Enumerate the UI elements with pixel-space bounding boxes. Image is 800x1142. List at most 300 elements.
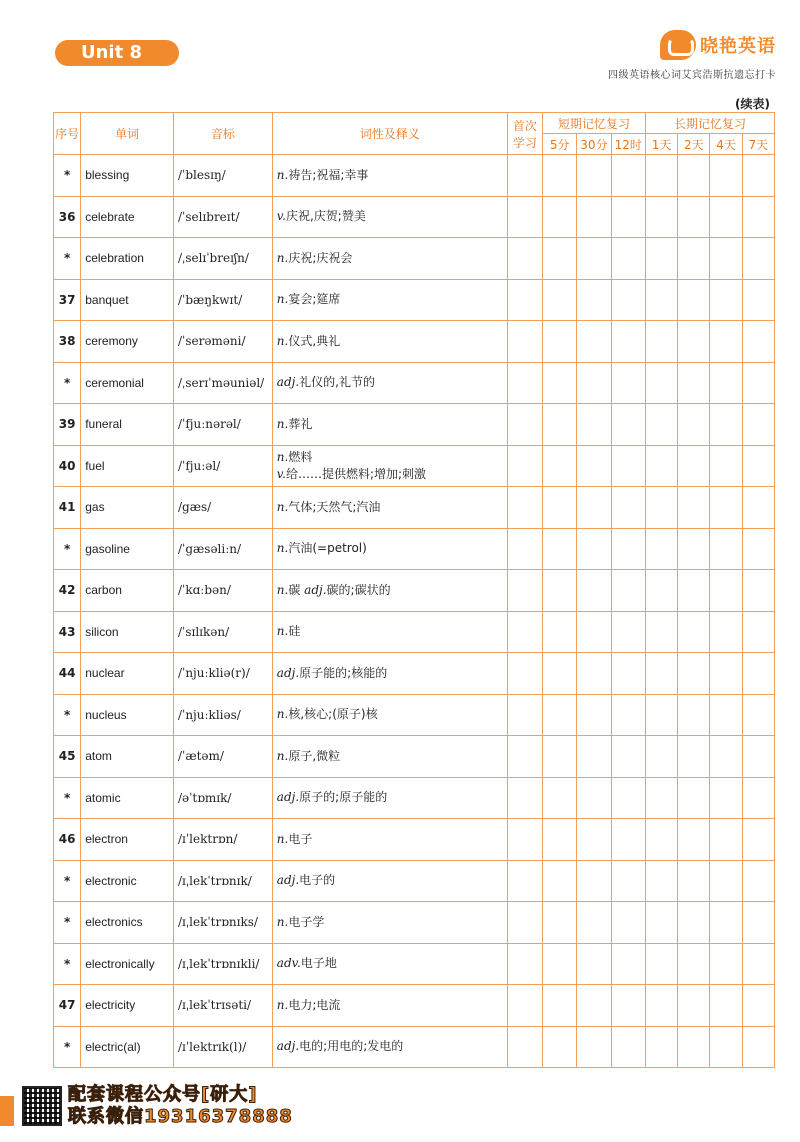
review-checkbox-cell[interactable] [507, 362, 542, 404]
review-checkbox-cell[interactable] [577, 943, 611, 985]
review-checkbox-cell[interactable] [710, 362, 742, 404]
review-checkbox-cell[interactable] [611, 902, 645, 944]
definition-line [277, 499, 507, 516]
review-checkbox-cell[interactable] [543, 196, 577, 238]
review-checkbox-cell[interactable] [543, 570, 577, 612]
meaning-text: 电力;电流 [288, 997, 341, 1012]
row-number: * [54, 777, 81, 819]
review-checkbox-cell[interactable] [645, 238, 677, 280]
review-checkbox-cell[interactable] [577, 487, 611, 529]
row-definition [272, 155, 507, 197]
table-row [54, 528, 775, 570]
review-checkbox-cell[interactable] [645, 321, 677, 363]
review-checkbox-cell[interactable] [710, 155, 742, 197]
review-checkbox-cell[interactable] [742, 860, 774, 902]
review-checkbox-cell[interactable] [742, 404, 774, 446]
review-checkbox-cell[interactable] [611, 404, 645, 446]
part-of-speech: adj. [276, 375, 300, 390]
row-phonetic: /ɪˌlekˈtrɪsəti/ [173, 985, 272, 1027]
definition-line [277, 748, 507, 765]
review-checkbox-cell[interactable] [543, 860, 577, 902]
review-checkbox-cell[interactable] [611, 736, 645, 778]
review-checkbox-cell[interactable] [645, 819, 677, 861]
review-checkbox-cell[interactable] [710, 653, 742, 695]
header-interval: 5分 [543, 134, 577, 155]
review-checkbox-cell[interactable] [577, 362, 611, 404]
review-checkbox-cell[interactable] [611, 238, 645, 280]
review-checkbox-cell[interactable] [577, 570, 611, 612]
row-word: silicon [81, 611, 174, 653]
review-checkbox-cell[interactable] [507, 819, 542, 861]
review-checkbox-cell[interactable] [742, 487, 774, 529]
review-checkbox-cell[interactable] [645, 196, 677, 238]
review-checkbox-cell[interactable] [543, 1026, 577, 1068]
review-checkbox-cell[interactable] [742, 985, 774, 1027]
part-of-speech: n. [276, 582, 289, 597]
review-checkbox-cell[interactable] [645, 362, 677, 404]
review-checkbox-cell[interactable] [742, 362, 774, 404]
row-definition [272, 736, 507, 778]
review-checkbox-cell[interactable] [678, 528, 710, 570]
review-checkbox-cell[interactable] [507, 611, 542, 653]
meaning-text: 给……提供燃料;增加;刺激 [285, 466, 427, 481]
review-checkbox-cell[interactable] [507, 902, 542, 944]
review-checkbox-cell[interactable] [577, 777, 611, 819]
review-checkbox-cell[interactable] [742, 238, 774, 280]
header-number: 序号 [54, 113, 81, 155]
row-number: * [54, 238, 81, 280]
part-of-speech: n. [276, 748, 289, 763]
review-checkbox-cell[interactable] [577, 653, 611, 695]
review-checkbox-cell[interactable] [742, 196, 774, 238]
definition-line [277, 291, 507, 308]
row-definition [272, 362, 507, 404]
review-checkbox-cell[interactable] [543, 155, 577, 197]
row-definition [272, 570, 507, 612]
review-checkbox-cell[interactable] [507, 694, 542, 736]
review-checkbox-cell[interactable] [611, 528, 645, 570]
row-word: electronic [81, 860, 174, 902]
row-word: funeral [81, 404, 174, 446]
review-checkbox-cell[interactable] [710, 1026, 742, 1068]
review-checkbox-cell[interactable] [742, 1026, 774, 1068]
review-checkbox-cell[interactable] [543, 445, 577, 487]
part-of-speech: adj. [276, 1039, 300, 1054]
review-checkbox-cell[interactable] [611, 611, 645, 653]
review-checkbox-cell[interactable] [611, 362, 645, 404]
review-checkbox-cell[interactable] [543, 777, 577, 819]
review-checkbox-cell[interactable] [710, 902, 742, 944]
row-phonetic: /ɪˌlekˈtrɒnɪk/ [173, 860, 272, 902]
review-checkbox-cell[interactable] [577, 404, 611, 446]
review-checkbox-cell[interactable] [645, 570, 677, 612]
row-word: gas [81, 487, 174, 529]
definition-line [277, 250, 507, 267]
definition-line [277, 374, 507, 391]
row-number: 41 [54, 487, 81, 529]
review-checkbox-cell[interactable] [577, 819, 611, 861]
row-definition [272, 653, 507, 695]
row-definition [272, 943, 507, 985]
review-checkbox-cell[interactable] [678, 819, 710, 861]
review-checkbox-cell[interactable] [611, 445, 645, 487]
review-checkbox-cell[interactable] [611, 487, 645, 529]
row-phonetic: /ˌserɪˈməuniəl/ [173, 362, 272, 404]
review-checkbox-cell[interactable] [577, 1026, 611, 1068]
part-of-speech: n. [276, 914, 289, 929]
review-checkbox-cell[interactable] [678, 1026, 710, 1068]
review-checkbox-cell[interactable] [710, 238, 742, 280]
review-checkbox-cell[interactable] [678, 611, 710, 653]
header-interval: 1天 [645, 134, 677, 155]
review-checkbox-cell[interactable] [611, 819, 645, 861]
row-word: ceremonial [81, 362, 174, 404]
review-checkbox-cell[interactable] [577, 736, 611, 778]
part-of-speech: adj. [304, 582, 327, 597]
review-checkbox-cell[interactable] [543, 653, 577, 695]
review-checkbox-cell[interactable] [611, 155, 645, 197]
definition-line [277, 665, 507, 682]
row-word: nucleus [81, 694, 174, 736]
part-of-speech: n. [276, 997, 289, 1012]
table-row [54, 362, 775, 404]
row-phonetic: /ˈsɪlɪkən/ [173, 611, 272, 653]
part-of-speech: adj. [276, 873, 300, 888]
table-row [54, 943, 775, 985]
review-checkbox-cell[interactable] [611, 1026, 645, 1068]
review-checkbox-cell[interactable] [507, 279, 542, 321]
row-phonetic: /əˈtɒmɪk/ [173, 777, 272, 819]
review-checkbox-cell[interactable] [678, 860, 710, 902]
review-checkbox-cell[interactable] [678, 238, 710, 280]
brand-name: 晓艳英语 [700, 36, 776, 57]
review-checkbox-cell[interactable] [543, 238, 577, 280]
part-of-speech: n. [276, 292, 289, 307]
row-word: gasoline [81, 528, 174, 570]
review-checkbox-cell[interactable] [577, 985, 611, 1027]
review-checkbox-cell[interactable] [742, 155, 774, 197]
definition-line [277, 333, 507, 350]
review-checkbox-cell[interactable] [611, 943, 645, 985]
row-phonetic: /ɪˌlekˈtrɒnɪks/ [173, 902, 272, 944]
row-definition [272, 985, 507, 1027]
review-checkbox-cell[interactable] [742, 279, 774, 321]
review-checkbox-cell[interactable] [611, 321, 645, 363]
meaning-text: 电子学 [288, 914, 325, 929]
review-checkbox-cell[interactable] [645, 445, 677, 487]
review-checkbox-cell[interactable] [507, 321, 542, 363]
review-checkbox-cell[interactable] [543, 985, 577, 1027]
review-checkbox-cell[interactable] [507, 736, 542, 778]
review-checkbox-cell[interactable] [611, 694, 645, 736]
row-word: electronically [81, 943, 174, 985]
meaning-text: 电子地 [300, 956, 337, 971]
row-word: electronics [81, 902, 174, 944]
review-checkbox-cell[interactable] [577, 196, 611, 238]
review-checkbox-cell[interactable] [645, 279, 677, 321]
review-checkbox-cell[interactable] [742, 694, 774, 736]
review-checkbox-cell[interactable] [710, 860, 742, 902]
review-checkbox-cell[interactable] [710, 694, 742, 736]
meaning-text: 气体;天然气;汽油 [288, 499, 381, 514]
definition-line [277, 914, 507, 931]
definition-line [277, 416, 507, 433]
review-checkbox-cell[interactable] [611, 985, 645, 1027]
review-checkbox-cell[interactable] [742, 445, 774, 487]
review-checkbox-cell[interactable] [611, 570, 645, 612]
row-phonetic: /ˈselɪbreɪt/ [173, 196, 272, 238]
review-checkbox-cell[interactable] [742, 528, 774, 570]
review-checkbox-cell[interactable] [742, 611, 774, 653]
row-number: 45 [54, 736, 81, 778]
table-row [54, 860, 775, 902]
row-phonetic: /ˈfjuːəl/ [173, 445, 272, 487]
part-of-speech: v. [276, 466, 286, 481]
review-checkbox-cell[interactable] [577, 860, 611, 902]
review-checkbox-cell[interactable] [645, 155, 677, 197]
review-checkbox-cell[interactable] [507, 487, 542, 529]
row-number: * [54, 902, 81, 944]
definition-line [277, 623, 507, 640]
review-checkbox-cell[interactable] [611, 777, 645, 819]
review-checkbox-cell[interactable] [543, 528, 577, 570]
review-checkbox-cell[interactable] [645, 487, 677, 529]
part-of-speech: n. [276, 167, 289, 182]
definition-line [277, 208, 507, 225]
review-checkbox-cell[interactable] [645, 985, 677, 1027]
review-checkbox-cell[interactable] [742, 570, 774, 612]
review-checkbox-cell[interactable] [742, 943, 774, 985]
meaning-text: 葬礼 [288, 416, 313, 431]
review-checkbox-cell[interactable] [577, 445, 611, 487]
brand-header [608, 30, 776, 81]
review-checkbox-cell[interactable] [543, 362, 577, 404]
table-row [54, 570, 775, 612]
review-checkbox-cell[interactable] [678, 487, 710, 529]
review-checkbox-cell[interactable] [543, 943, 577, 985]
row-word: carbon [81, 570, 174, 612]
review-checkbox-cell[interactable] [507, 943, 542, 985]
review-checkbox-cell[interactable] [645, 694, 677, 736]
review-checkbox-cell[interactable] [611, 196, 645, 238]
header-interval: 30分 [577, 134, 611, 155]
table-row [54, 985, 775, 1027]
review-checkbox-cell[interactable] [507, 445, 542, 487]
review-checkbox-cell[interactable] [742, 653, 774, 695]
review-checkbox-cell[interactable] [577, 611, 611, 653]
review-checkbox-cell[interactable] [742, 777, 774, 819]
review-checkbox-cell[interactable] [710, 528, 742, 570]
review-checkbox-cell[interactable] [577, 279, 611, 321]
row-number: * [54, 1026, 81, 1068]
table-row [54, 694, 775, 736]
row-number: 40 [54, 445, 81, 487]
definition-line [277, 831, 507, 848]
review-checkbox-cell[interactable] [577, 528, 611, 570]
meaning-text: 原子的;原子能的 [299, 790, 388, 805]
row-definition [272, 860, 507, 902]
review-checkbox-cell[interactable] [710, 279, 742, 321]
review-checkbox-cell[interactable] [543, 404, 577, 446]
definition-line [277, 955, 507, 972]
meaning-text: 礼仪的,礼节的 [299, 375, 375, 390]
table-row [54, 155, 775, 197]
review-checkbox-cell[interactable] [710, 985, 742, 1027]
review-checkbox-cell[interactable] [611, 860, 645, 902]
row-word: nuclear [81, 653, 174, 695]
row-phonetic: /ˈkɑːbən/ [173, 570, 272, 612]
review-checkbox-cell[interactable] [645, 902, 677, 944]
review-checkbox-cell[interactable] [543, 694, 577, 736]
review-checkbox-cell[interactable] [710, 570, 742, 612]
review-checkbox-cell[interactable] [710, 736, 742, 778]
review-checkbox-cell[interactable] [577, 694, 611, 736]
definition-line [277, 789, 507, 806]
review-checkbox-cell[interactable] [710, 445, 742, 487]
vocab-body [54, 155, 775, 1068]
table-row [54, 819, 775, 861]
definition-line [277, 449, 507, 466]
header-long-term: 长期记忆复习 [645, 113, 774, 134]
review-checkbox-cell[interactable] [645, 528, 677, 570]
row-phonetic: /ˈætəm/ [173, 736, 272, 778]
review-checkbox-cell[interactable] [742, 819, 774, 861]
review-checkbox-cell[interactable] [678, 777, 710, 819]
part-of-speech: n. [276, 707, 289, 722]
row-definition [272, 238, 507, 280]
review-checkbox-cell[interactable] [577, 238, 611, 280]
review-checkbox-cell[interactable] [543, 321, 577, 363]
review-checkbox-cell[interactable] [678, 943, 710, 985]
review-checkbox-cell[interactable] [678, 653, 710, 695]
review-checkbox-cell[interactable] [742, 736, 774, 778]
row-definition [272, 196, 507, 238]
row-number: 46 [54, 819, 81, 861]
review-checkbox-cell[interactable] [507, 238, 542, 280]
row-word: fuel [81, 445, 174, 487]
review-checkbox-cell[interactable] [710, 777, 742, 819]
meaning-text: 原子能的;核能的 [299, 665, 388, 680]
review-checkbox-cell[interactable] [645, 1026, 677, 1068]
footer-accent-bar [0, 1096, 14, 1126]
review-checkbox-cell[interactable] [507, 404, 542, 446]
part-of-speech: n. [276, 831, 289, 846]
review-checkbox-cell[interactable] [543, 902, 577, 944]
review-checkbox-cell[interactable] [507, 155, 542, 197]
review-checkbox-cell[interactable] [507, 528, 542, 570]
row-word: ceremony [81, 321, 174, 363]
row-number: * [54, 943, 81, 985]
row-word: celebration [81, 238, 174, 280]
definition-line [277, 582, 507, 599]
meaning-text: 燃料 [288, 449, 313, 464]
review-checkbox-cell[interactable] [543, 736, 577, 778]
review-checkbox-cell[interactable] [678, 445, 710, 487]
review-checkbox-cell[interactable] [678, 196, 710, 238]
review-checkbox-cell[interactable] [710, 404, 742, 446]
review-checkbox-cell[interactable] [645, 860, 677, 902]
header-word: 单词 [81, 113, 174, 155]
review-checkbox-cell[interactable] [577, 902, 611, 944]
review-checkbox-cell[interactable] [710, 943, 742, 985]
review-checkbox-cell[interactable] [507, 985, 542, 1027]
review-checkbox-cell[interactable] [710, 487, 742, 529]
part-of-speech: n. [276, 333, 289, 348]
review-checkbox-cell[interactable] [645, 404, 677, 446]
promo-line-2: 联系微信19316378888 [68, 1106, 293, 1127]
review-checkbox-cell[interactable] [678, 985, 710, 1027]
review-checkbox-cell[interactable] [710, 611, 742, 653]
row-number: * [54, 155, 81, 197]
review-checkbox-cell[interactable] [645, 777, 677, 819]
review-checkbox-cell[interactable] [507, 653, 542, 695]
row-number: 44 [54, 653, 81, 695]
review-checkbox-cell[interactable] [577, 155, 611, 197]
unit-label: Unit 8 [55, 40, 179, 66]
review-checkbox-cell[interactable] [678, 362, 710, 404]
row-number: 37 [54, 279, 81, 321]
table-row [54, 736, 775, 778]
review-checkbox-cell[interactable] [645, 943, 677, 985]
review-checkbox-cell[interactable] [645, 611, 677, 653]
review-checkbox-cell[interactable] [645, 653, 677, 695]
review-checkbox-cell[interactable] [507, 860, 542, 902]
review-checkbox-cell[interactable] [710, 196, 742, 238]
review-checkbox-cell[interactable] [742, 321, 774, 363]
table-row [54, 902, 775, 944]
review-checkbox-cell[interactable] [678, 155, 710, 197]
review-checkbox-cell[interactable] [678, 404, 710, 446]
meaning-text: 硅 [288, 624, 301, 639]
row-number: * [54, 694, 81, 736]
review-checkbox-cell[interactable] [678, 570, 710, 612]
part-of-speech: v. [276, 209, 286, 224]
review-checkbox-cell[interactable] [507, 570, 542, 612]
promo-line-1: 配套课程公众号[研大] [68, 1084, 258, 1105]
review-checkbox-cell[interactable] [611, 279, 645, 321]
definition-line [277, 1038, 507, 1055]
review-checkbox-cell[interactable] [678, 736, 710, 778]
review-checkbox-cell[interactable] [742, 902, 774, 944]
review-checkbox-cell[interactable] [611, 653, 645, 695]
review-checkbox-cell[interactable] [678, 321, 710, 363]
review-checkbox-cell[interactable] [678, 279, 710, 321]
table-row [54, 321, 775, 363]
meaning-text: 庆祝,庆贺;赞美 [285, 209, 366, 224]
review-checkbox-cell[interactable] [543, 279, 577, 321]
review-checkbox-cell[interactable] [507, 196, 542, 238]
row-definition [272, 487, 507, 529]
review-checkbox-cell[interactable] [710, 819, 742, 861]
review-checkbox-cell[interactable] [645, 736, 677, 778]
header-first-study: 首次学习 [507, 113, 542, 155]
review-checkbox-cell[interactable] [507, 1026, 542, 1068]
review-checkbox-cell[interactable] [543, 611, 577, 653]
review-checkbox-cell[interactable] [710, 321, 742, 363]
review-checkbox-cell[interactable] [678, 902, 710, 944]
review-checkbox-cell[interactable] [543, 487, 577, 529]
review-checkbox-cell[interactable] [577, 321, 611, 363]
row-definition [272, 1026, 507, 1068]
review-checkbox-cell[interactable] [543, 819, 577, 861]
row-phonetic: /ˈnjuːkliəs/ [173, 694, 272, 736]
meaning-text: 电子 [288, 831, 313, 846]
row-word: celebrate [81, 196, 174, 238]
review-checkbox-cell[interactable] [678, 694, 710, 736]
review-checkbox-cell[interactable] [507, 777, 542, 819]
header-interval: 4天 [710, 134, 742, 155]
row-word: blessing [81, 155, 174, 197]
